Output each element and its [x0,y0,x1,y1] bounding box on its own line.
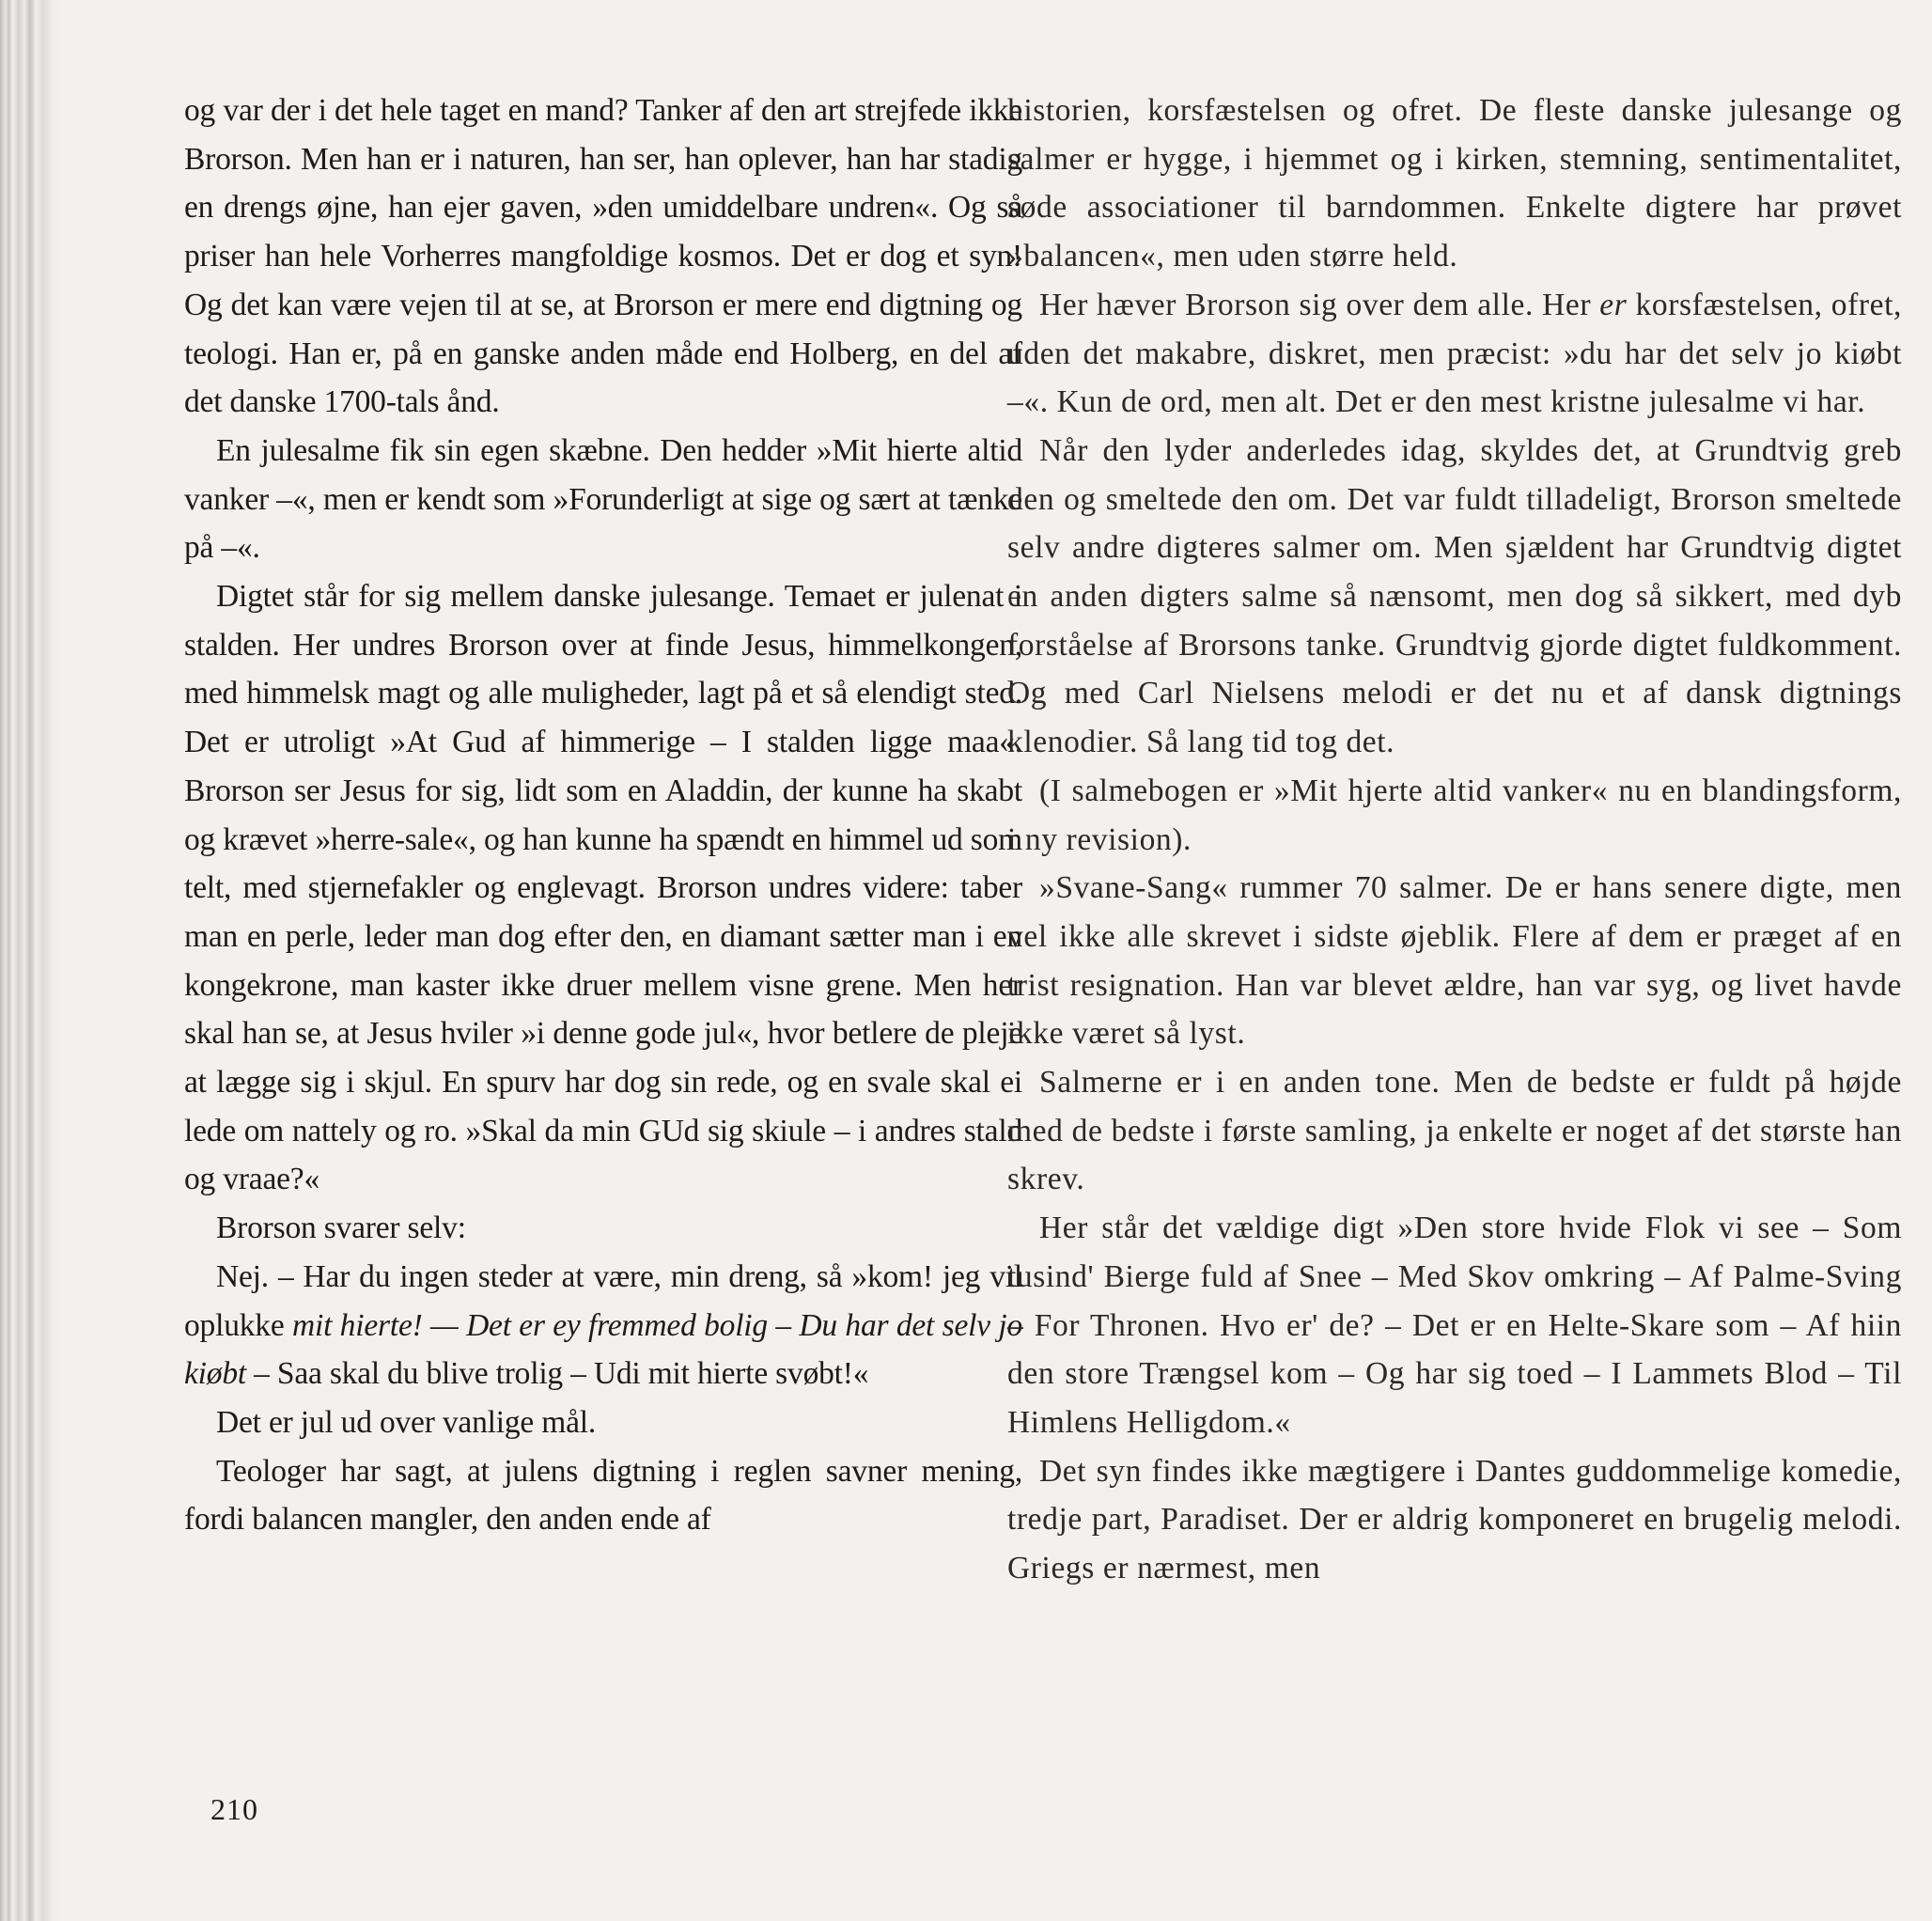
left-text-column [184,86,1022,1544]
paragraph: og var der i det hele taget en mand? Tanker af den art strejfede ikke Brorson. Men han er i naturen, han ser, han oplever, han har stadig en drengs øjne, han ejer gaven, »den umiddelbare undren«. Og så priser han hele Vorherres mangfoldige kosmos. Det er dog et syn! Og det kan være vejen til at se, at Brorson er mere end digtning og teologi. Han er, på en ganske anden måde end Holberg, en del af det danske 1700-tals ånd. [184,93,1022,420]
paragraph: Det syn findes ikke mægtigere i Dantes guddommelige komedie, tredje part, Paradiset. Der er aldrig komponeret en brugelig melodi. Griegs er nærmest, men [1007,1453,1902,1586]
text-run: – Saa skal du blive trolig – Udi mit hierte svøbt!« [245,1356,869,1392]
book-binding-edge [0,0,60,1921]
paragraph: »Svane-Sang« rummer 70 salmer. De er hans senere digte, men vel ikke alle skrevet i sidste øjeblik. Flere af dem er præget af en trist resignation. Han var blevet ældre, han var syg, og livet havde ikke været så lyst. [1007,870,1902,1052]
paragraph: (I salmebogen er »Mit hjerte altid vanker« nu en blandingsform, i ny revision). [1007,773,1902,857]
paragraph: Teologer har sagt, at julens digtning i reglen savner mening, fordi balancen mangler, den anden ende af [184,1453,1022,1538]
paragraph: Brorson svarer selv: [216,1210,466,1246]
page-number: 210 [210,1792,258,1826]
book-page [60,0,1932,1921]
paragraph: Når den lyder anderledes idag, skyldes det, at Grundtvig greb den og smeltede den om. Det var fuldt tilladeligt, Brorson smeltede selv andre digteres salmer om. Men sjældent har Grundtvig digtet en anden digters salme så nænsomt, men dog så sikkert, med dyb forståelse af Brorsons tanke. Grundtvig gjorde digtet fuldkomment. Og med Carl Nielsens melodi er det nu et af dansk digtnings klenodier. Så lang tid tog det. [1007,432,1902,760]
text-run: korsfæstelsen, ofret, uden det makabre, diskret, men præcist: »du har det selv jo kiøbt –«. Kun de ord, men alt. Det er den mest kristne julesalme vi har. [1007,287,1902,420]
paragraph-quote [184,1253,1022,1398]
right-text-column [1007,86,1902,1593]
text-run: Her hæver Brorson sig over dem alle. Her [1039,287,1600,322]
paragraph: Her står det vældige digt »Den store hvide Flok vi see – Som tusind' Bierge fuld af Snee – Med Skov omkring – Af Palme-Sving – For Thronen. Hvo er' de? – Det er en Helte-Skare som – Af hiin den store Trængsel kom – Og har sig toed – I Lammets Blod – Til Himlens Helligdom.« [1007,1210,1902,1440]
text-run: Nej. – Har du ingen steder at være, min dreng, så »kom! jeg vil oplukke [184,1258,1022,1343]
paragraph: historien, korsfæstelsen og ofret. De fleste danske julesange og salmer er hygge, i hjemmet og i kirken, stemning, sentimentalitet, søde associationer til barndommen. Enkelte digtere har prøvet »balancen«, men uden større held. [1007,93,1902,274]
paragraph: Det er jul ud over vanlige mål. [216,1404,597,1440]
italic-text-run: mit hierte! — Det er ey fremmed bolig – Du har det selv jo kiøbt [184,1307,1023,1392]
paragraph [1007,281,1902,427]
paragraph: En julesalme fik sin egen skæbne. Den hedder »Mit hierte altid vanker –«, men er kendt som »Forunderligt at sige og sært at tænke på –«. [184,432,1022,566]
italic-text-run: er [1599,287,1628,322]
paragraph: Digtet står for sig mellem danske julesange. Temaet er julenat i stalden. Her undres Brorson over at finde Jesus, himmelkongen, med himmelsk magt og alle muligheder, lagt på et så elendigt sted. Det er utroligt »At Gud af himmerige – I stalden ligge maa«. Brorson ser Jesus for sig, lidt som en Aladdin, der kunne ha skabt og krævet »herre-sale«, og han kunne ha spændt en himmel ud som telt, med stjernefakler og englevagt. Brorson undres videre: taber man en perle, leder man dog efter den, en diamant sætter man i en kongekrone, man kaster ikke druer mellem visne grene. Men her skal han se, at Jesus hviler »i denne gode jul«, hvor betlere de pleje at lægge sig i skjul. En spurv har dog sin rede, og en svale skal ei lede om nattely og ro. »Skal da min GUd sig skiule – i andres stald og vraae?« [184,579,1022,1197]
paragraph: Salmerne er i en anden tone. Men de bedste er fuldt på højde med de bedste i første samling, ja enkelte er noget af det største han skrev. [1007,1065,1902,1197]
